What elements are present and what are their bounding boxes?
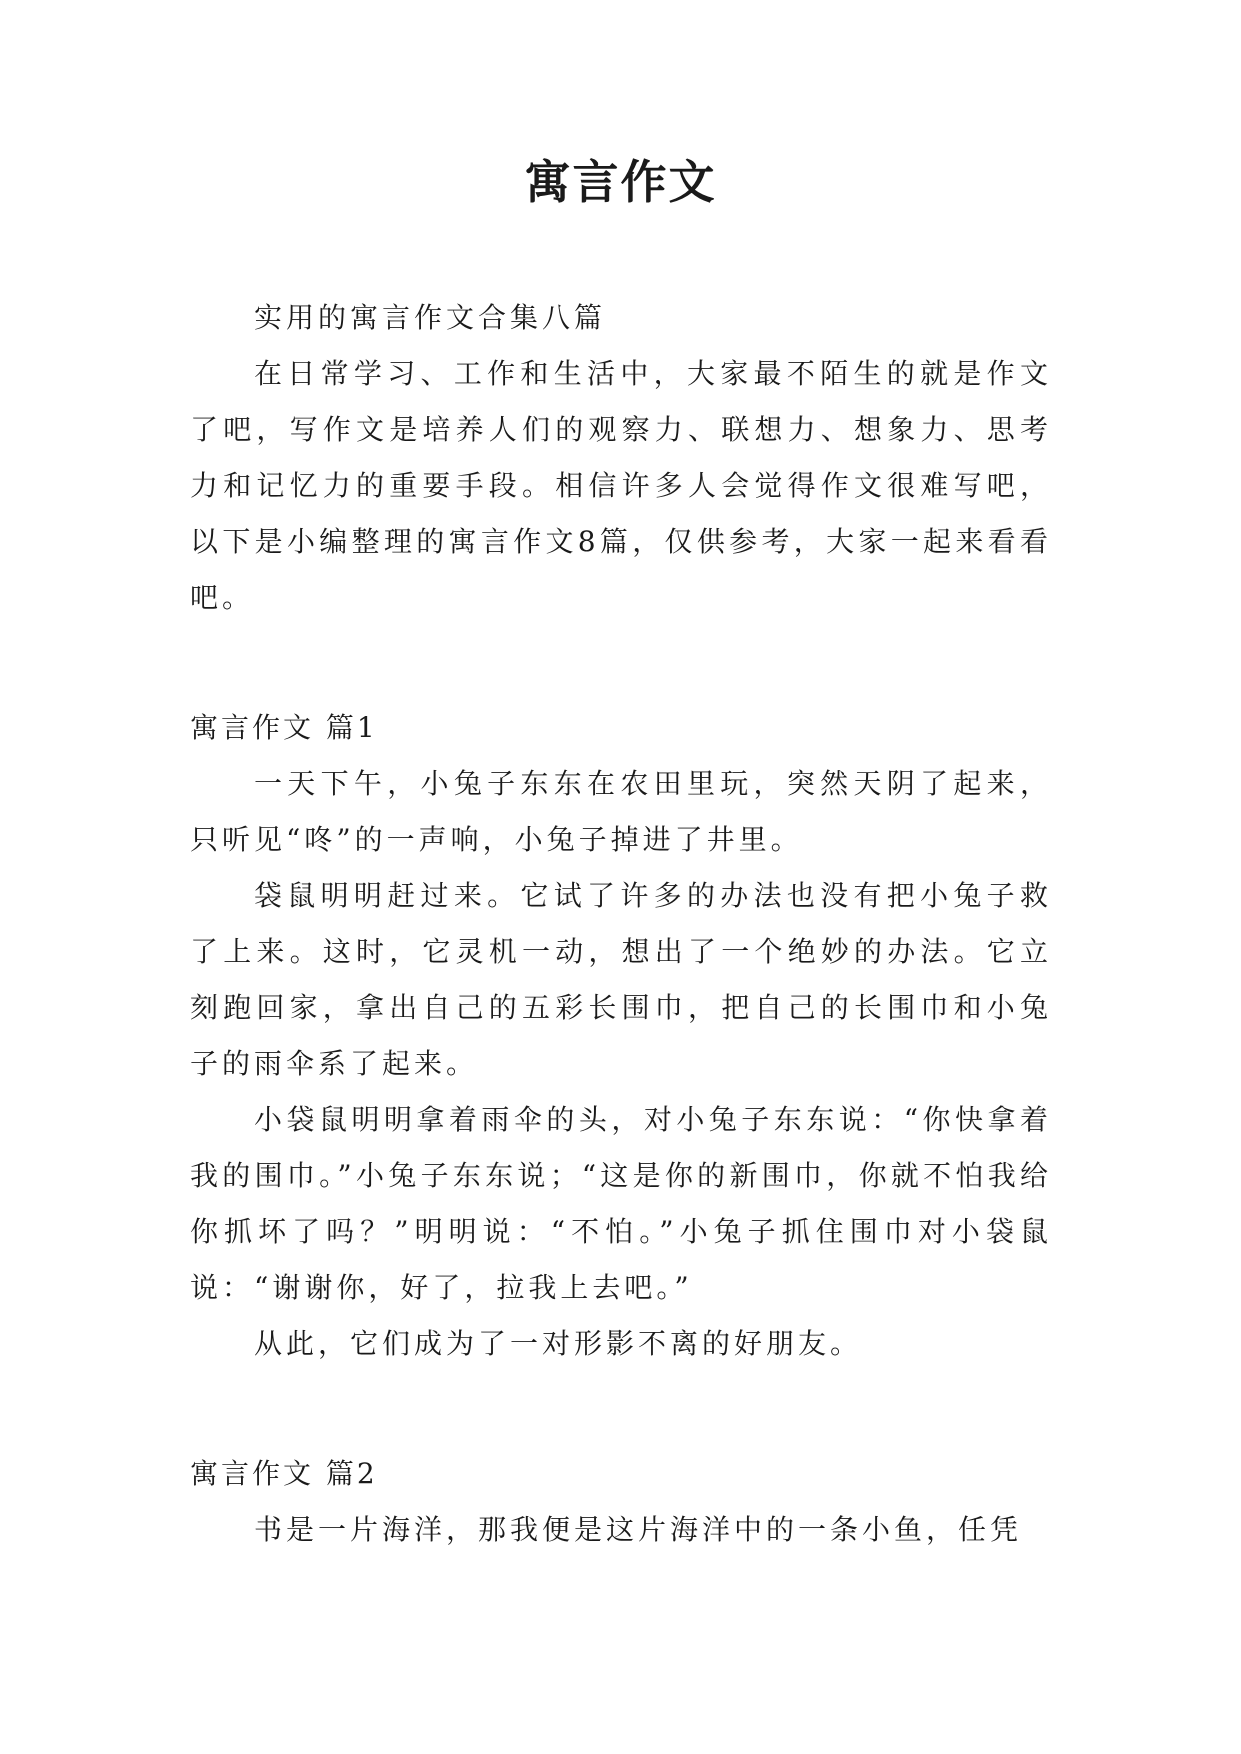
section-paragraph: 小袋鼠明明拿着雨伞的头，对小兔子东东说：“你快拿着我的围巾。”小兔子东东说；“这是你的新围巾，你就不怕我给你抓坏了吗？”明明说：“不怕。”小兔子抓住围巾对小袋鼠说：“谢谢你，好了，拉我上去吧。” <box>190 1103 1052 1304</box>
section-2 <box>190 1446 1052 1558</box>
section-gap <box>190 626 1052 700</box>
section-paragraph: 袋鼠明明赶过来。它试了许多的办法也没有把小兔子救了上来。这时，它灵机一动，想出了一个绝妙的办法。它立刻跑回家，拿出自己的五彩长围巾，把自己的长围巾和小兔子的雨伞系了起来。 <box>190 879 1052 1080</box>
document-body <box>190 290 1052 1558</box>
document-title: 寓言作文 <box>524 155 717 209</box>
section-heading: 寓言作文 篇2 <box>190 1457 378 1490</box>
section-paragraph: 书是一片海洋，那我便是这片海洋中的一条小鱼，任凭 <box>254 1513 1023 1546</box>
section-heading: 寓言作文 篇1 <box>190 711 378 744</box>
intro-subtitle: 实用的寓言作文合集八篇 <box>254 301 607 334</box>
section-gap <box>190 1372 1052 1446</box>
section-1 <box>190 700 1052 1372</box>
section-paragraph: 从此，它们成为了一对形影不离的好朋友。 <box>254 1327 863 1360</box>
section-paragraph: 一天下午，小兔子东东在农田里玩，突然天阴了起来，只听见“咚”的一声响，小兔子掉进了井里。 <box>190 767 1052 856</box>
intro-paragraph: 在日常学习、工作和生活中，大家最不陌生的就是作文了吧，写作文是培养人们的观察力、联想力、想象力、思考力和记忆力的重要手段。相信许多人会觉得作文很难写吧，以下是小编整理的寓言作文8篇，仅供参考，大家一起来看看吧。 <box>190 357 1052 614</box>
